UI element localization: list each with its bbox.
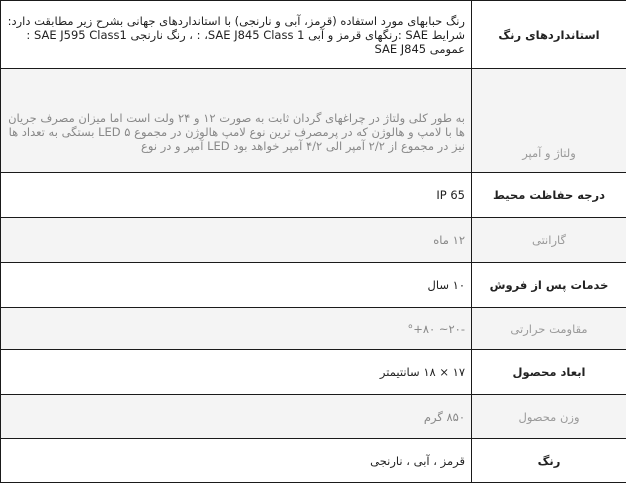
- spec-label-warranty: گارانتی: [472, 218, 626, 263]
- spec-value-warranty: ۱۲ ماه: [1, 218, 472, 263]
- spec-row-heat-resistance: [1, 308, 626, 350]
- spec-value-color: قرمز ، آبی ، نارنجی: [1, 439, 472, 483]
- spec-value-heat-resistance: -۲۰~ ۸۰+°: [1, 308, 472, 350]
- spec-label-color: رنگ: [472, 439, 626, 483]
- spec-row-weight: [1, 395, 626, 439]
- spec-row-after-sales: [1, 263, 626, 308]
- spec-value-ip-rating: IP 65: [1, 173, 472, 218]
- spec-value-weight: ۸۵۰ گرم: [1, 395, 472, 439]
- spec-row-color-standards: [1, 1, 626, 69]
- spec-row-color: [1, 439, 626, 483]
- spec-row-dimensions: [1, 350, 626, 395]
- spec-row-warranty: [1, 218, 626, 263]
- spec-label-after-sales: خدمات پس از فروش: [472, 263, 626, 308]
- spec-label-color-standards: استانداردهای رنگ: [472, 1, 626, 69]
- spec-label-weight: وزن محصول: [472, 395, 626, 439]
- spec-value-after-sales: ۱۰ سال: [1, 263, 472, 308]
- spec-label-voltage: ولتاژ و آمپر: [472, 69, 626, 173]
- spec-row-ip-rating: [1, 173, 626, 218]
- spec-value-color-standards: رنگ حبابهای مورد استفاده (قرمز، آبی و نارنجی) با استانداردهای جهانی بشرح زیر مطابقت دارد: شرایط SAE :رنگهای قرمز و آبی SAE J845 Class 1، : ، رنگ نارنجی SAE J595 Class1 : عمومی SAE J845: [1, 1, 472, 69]
- spec-label-dimensions: ابعاد محصول: [472, 350, 626, 395]
- spec-row-voltage: [1, 69, 626, 173]
- spec-label-ip-rating: درجه حفاظت محیط: [472, 173, 626, 218]
- spec-label-heat-resistance: مقاومت حرارتی: [472, 308, 626, 350]
- spec-value-voltage: به طور کلی ولتاژ در چراغهای گردان ثابت به صورت ۱۲ و ۲۴ ولت است اما میزان مصرف جریان ها با لامپ و هالوژن که در پرمصرف ترین نوع لامپ هالوژن در مجموع ۵ LED بستگی به تعداد ها نیز در مجموع از ۲/۲ آمپر الی ۴/۲ آمپر خواهد بود LED آمپر و در نوع: [1, 69, 472, 173]
- spec-value-dimensions: ۱۷ × ۱۸ سانتیمتر: [1, 350, 472, 395]
